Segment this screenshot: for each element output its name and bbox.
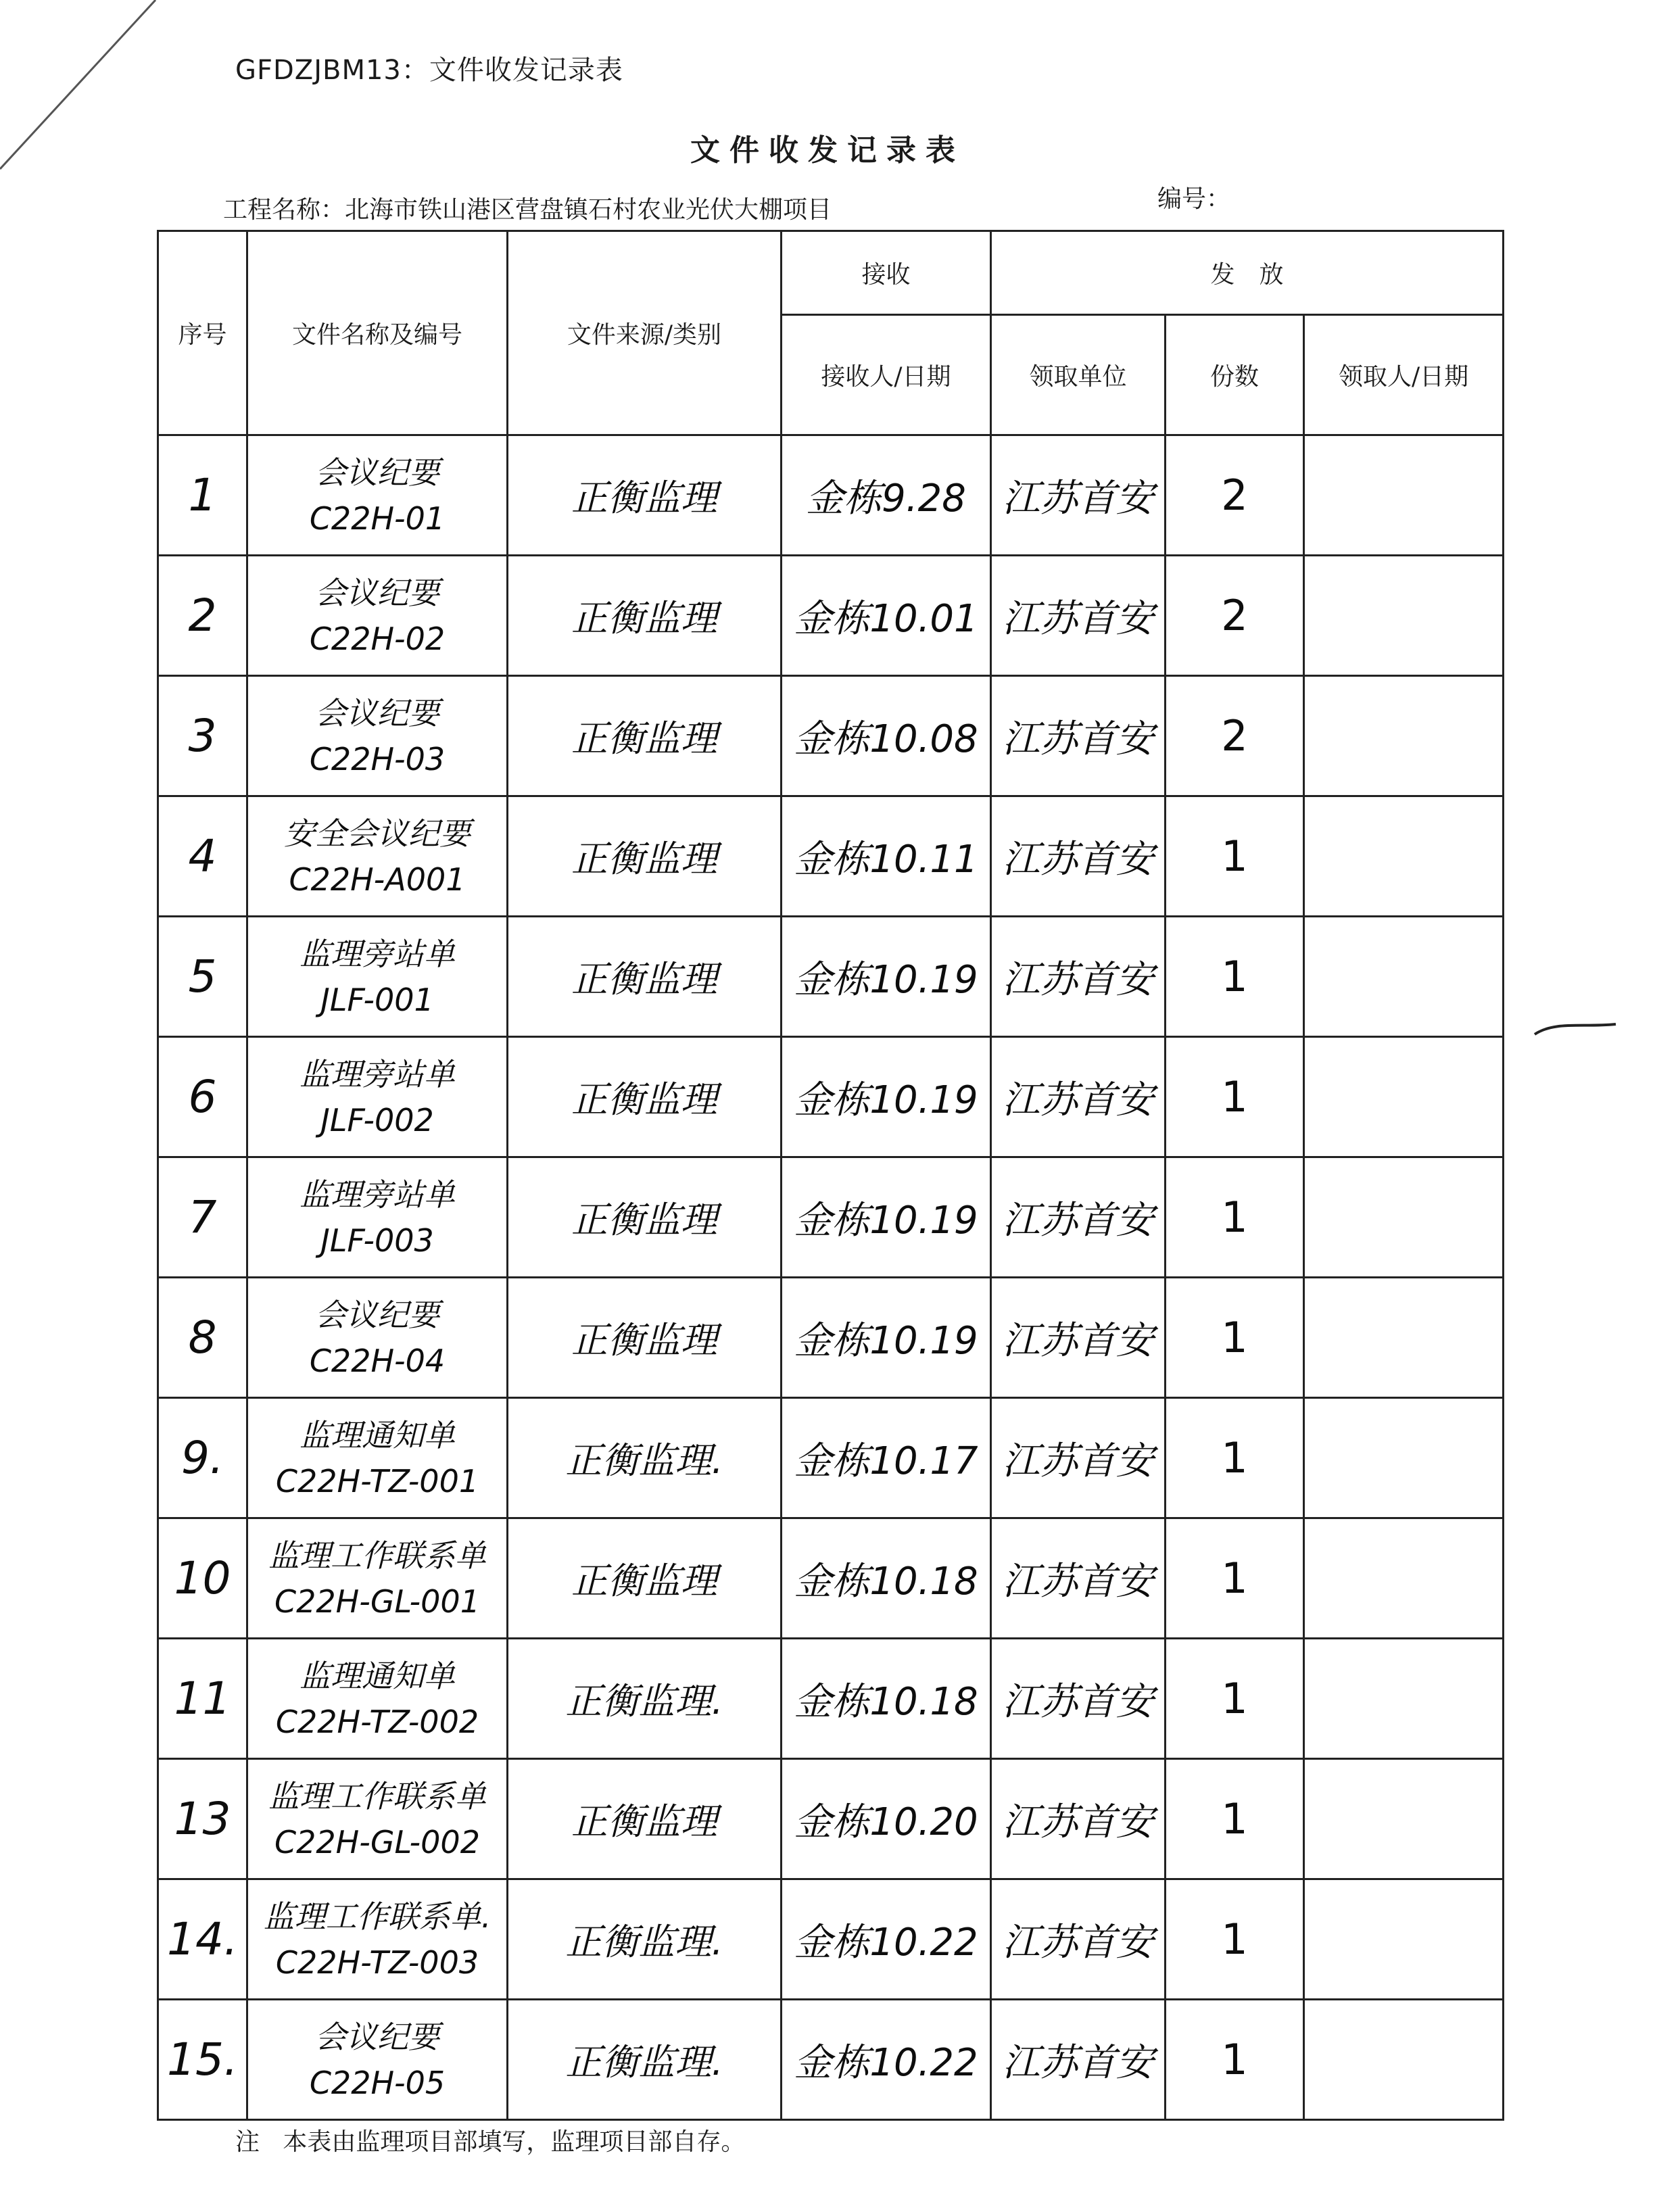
header-unit: 领取单位 — [991, 315, 1166, 435]
row-copies: 2 — [1166, 676, 1304, 796]
row-source: 正衡监理 — [508, 1157, 782, 1278]
row-copies: 2 — [1166, 556, 1304, 676]
table-row — [158, 676, 1504, 796]
row-index: 7 — [158, 1157, 247, 1278]
row-source: 正衡监理 — [508, 1518, 782, 1639]
table-row — [158, 1037, 1504, 1157]
header-index: 序号 — [158, 231, 247, 435]
row-unit: 江苏首安 — [991, 917, 1166, 1037]
table-row — [158, 1759, 1504, 1879]
row-file-name-cell — [247, 1278, 508, 1398]
note-label: 注 — [235, 2128, 260, 2156]
table-body — [158, 435, 1504, 2120]
row-file-code: C22H-04 — [309, 1342, 446, 1379]
row-file-code: C22H-GL-001 — [274, 1583, 480, 1620]
row-file-name-cell — [247, 556, 508, 676]
table-row — [158, 1398, 1504, 1518]
row-source: 正衡监理 — [508, 1278, 782, 1398]
row-collector-date — [1304, 796, 1504, 917]
header-receive: 接收 — [782, 231, 991, 315]
row-unit: 江苏首安 — [991, 676, 1166, 796]
row-source: 正衡监理 — [508, 796, 782, 917]
row-unit: 江苏首安 — [991, 2000, 1166, 2120]
row-unit: 江苏首安 — [991, 1518, 1166, 1639]
row-file-name-cell — [247, 1037, 508, 1157]
row-source: 正衡监理. — [508, 2000, 782, 2120]
row-source: 正衡监理. — [508, 1879, 782, 2000]
row-collector-date — [1304, 435, 1504, 556]
header-receiver-date: 接收人/日期 — [782, 315, 991, 435]
row-file-code: JLF-001 — [320, 981, 434, 1018]
row-copies: 1 — [1166, 1759, 1304, 1879]
row-index: 8 — [158, 1278, 247, 1398]
row-file-name-cell — [247, 2000, 508, 2120]
header-issue: 发 放 — [991, 231, 1504, 315]
row-collector-date — [1304, 1278, 1504, 1398]
header-collector-date: 领取人/日期 — [1304, 315, 1504, 435]
row-file-code: C22H-01 — [309, 500, 446, 537]
note-text: 本表由监理项目部填写，监理项目部自存。 — [283, 2128, 746, 2156]
row-receiver-date: 金栋10.20 — [782, 1759, 991, 1879]
document-number-label: 编号： — [1157, 185, 1231, 213]
row-file-code: C22H-GL-002 — [274, 1823, 480, 1860]
row-index: 10 — [158, 1518, 247, 1639]
row-receiver-date: 金栋10.18 — [782, 1518, 991, 1639]
row-copies: 1 — [1166, 1157, 1304, 1278]
row-file-name: 监理旁站单 — [299, 935, 455, 972]
row-file-code: C22H-02 — [309, 620, 446, 657]
row-unit: 江苏首安 — [991, 1278, 1166, 1398]
row-file-name-cell — [247, 1759, 508, 1879]
row-copies: 1 — [1166, 1639, 1304, 1759]
document-code: GFDZJBM13：文件收发记录表 — [235, 55, 623, 86]
row-source: 正衡监理 — [508, 435, 782, 556]
table-row — [158, 1639, 1504, 1759]
row-file-name-cell — [247, 1157, 508, 1278]
row-index: 15. — [158, 2000, 247, 2120]
row-file-code: C22H-05 — [309, 2064, 446, 2101]
row-copies: 2 — [1166, 435, 1304, 556]
row-unit: 江苏首安 — [991, 1157, 1166, 1278]
table-row — [158, 1518, 1504, 1639]
row-unit: 江苏首安 — [991, 1879, 1166, 2000]
row-receiver-date: 金栋10.19 — [782, 917, 991, 1037]
row-collector-date — [1304, 556, 1504, 676]
row-index: 14. — [158, 1879, 247, 2000]
row-file-code: C22H-TZ-003 — [275, 1944, 479, 1981]
row-receiver-date: 金栋10.18 — [782, 1639, 991, 1759]
row-file-code: JLF-002 — [320, 1101, 434, 1138]
table-row — [158, 1157, 1504, 1278]
row-index: 6 — [158, 1037, 247, 1157]
row-receiver-date: 金栋10.19 — [782, 1278, 991, 1398]
row-file-name: 安全会议纪要 — [284, 815, 471, 852]
row-file-name-cell — [247, 1879, 508, 2000]
row-index: 13 — [158, 1759, 247, 1879]
row-file-name-cell — [247, 1518, 508, 1639]
row-file-name: 监理旁站单 — [299, 1176, 455, 1213]
row-file-name: 会议纪要 — [315, 694, 439, 731]
row-index: 1 — [158, 435, 247, 556]
row-file-name-cell — [247, 435, 508, 556]
row-unit: 江苏首安 — [991, 1398, 1166, 1518]
row-receiver-date: 金栋10.17 — [782, 1398, 991, 1518]
row-copies: 1 — [1166, 1518, 1304, 1639]
row-copies: 1 — [1166, 1037, 1304, 1157]
row-collector-date — [1304, 1639, 1504, 1759]
row-unit: 江苏首安 — [991, 556, 1166, 676]
row-collector-date — [1304, 1518, 1504, 1639]
row-receiver-date: 金栋10.19 — [782, 1157, 991, 1278]
row-source: 正衡监理 — [508, 1759, 782, 1879]
row-receiver-date: 金栋10.22 — [782, 2000, 991, 2120]
row-unit: 江苏首安 — [991, 796, 1166, 917]
header-copies: 份数 — [1166, 315, 1304, 435]
row-file-name: 会议纪要 — [315, 454, 439, 491]
row-copies: 1 — [1166, 1398, 1304, 1518]
row-file-name: 监理旁站单 — [299, 1055, 455, 1092]
row-receiver-date: 金栋10.01 — [782, 556, 991, 676]
row-collector-date — [1304, 917, 1504, 1037]
header-source: 文件来源/类别 — [508, 231, 782, 435]
page-title: 文件收发记录表 — [690, 133, 965, 168]
row-source: 正衡监理. — [508, 1639, 782, 1759]
row-copies: 1 — [1166, 2000, 1304, 2120]
table-row — [158, 917, 1504, 1037]
row-file-name-cell — [247, 1639, 508, 1759]
row-index: 5 — [158, 917, 247, 1037]
row-collector-date — [1304, 1759, 1504, 1879]
row-index: 2 — [158, 556, 247, 676]
row-file-name: 监理工作联系单 — [268, 1777, 486, 1814]
row-source: 正衡监理 — [508, 1037, 782, 1157]
row-unit: 江苏首安 — [991, 1639, 1166, 1759]
document-log-table — [157, 230, 1504, 2121]
table-row — [158, 1879, 1504, 2000]
row-file-name: 会议纪要 — [315, 1296, 439, 1333]
row-collector-date — [1304, 1037, 1504, 1157]
row-collector-date — [1304, 1879, 1504, 2000]
row-file-name-cell — [247, 676, 508, 796]
row-copies: 1 — [1166, 1879, 1304, 2000]
row-file-name: 会议纪要 — [315, 2018, 439, 2055]
row-file-code: JLF-003 — [320, 1222, 434, 1259]
table-row — [158, 556, 1504, 676]
row-receiver-date: 金栋9.28 — [782, 435, 991, 556]
row-file-name: 监理通知单 — [299, 1657, 455, 1694]
row-file-name-cell — [247, 1398, 508, 1518]
row-receiver-date: 金栋10.08 — [782, 676, 991, 796]
row-file-name-cell — [247, 917, 508, 1037]
table-row — [158, 1278, 1504, 1398]
row-copies: 1 — [1166, 1278, 1304, 1398]
row-unit: 江苏首安 — [991, 1759, 1166, 1879]
row-source: 正衡监理. — [508, 1398, 782, 1518]
table-row — [158, 796, 1504, 917]
project-name: 工程名称：北海市铁山港区营盘镇石村农业光伏大棚项目 — [223, 196, 832, 224]
row-file-name: 监理工作联系单 — [268, 1537, 486, 1574]
row-file-name: 监理工作联系单. — [263, 1898, 491, 1935]
row-file-code: C22H-03 — [309, 740, 446, 777]
row-index: 3 — [158, 676, 247, 796]
header-file-name: 文件名称及编号 — [247, 231, 508, 435]
row-collector-date — [1304, 1157, 1504, 1278]
table-row — [158, 435, 1504, 556]
row-file-name-cell — [247, 796, 508, 917]
row-collector-date — [1304, 2000, 1504, 2120]
row-source: 正衡监理 — [508, 676, 782, 796]
row-copies: 1 — [1166, 917, 1304, 1037]
row-index: 4 — [158, 796, 247, 917]
footer-note — [235, 2123, 745, 2157]
row-index: 9. — [158, 1398, 247, 1518]
row-receiver-date: 金栋10.19 — [782, 1037, 991, 1157]
row-receiver-date: 金栋10.11 — [782, 796, 991, 917]
row-source: 正衡监理 — [508, 556, 782, 676]
row-collector-date — [1304, 676, 1504, 796]
row-unit: 江苏首安 — [991, 1037, 1166, 1157]
row-file-name: 会议纪要 — [315, 574, 439, 611]
row-file-code: C22H-A001 — [289, 861, 466, 898]
row-file-code: C22H-TZ-001 — [275, 1462, 479, 1499]
row-unit: 江苏首安 — [991, 435, 1166, 556]
table-row — [158, 2000, 1504, 2120]
row-copies: 1 — [1166, 796, 1304, 917]
row-source: 正衡监理 — [508, 917, 782, 1037]
row-index: 11 — [158, 1639, 247, 1759]
row-file-name: 监理通知单 — [299, 1416, 455, 1453]
row-receiver-date: 金栋10.22 — [782, 1879, 991, 2000]
row-collector-date — [1304, 1398, 1504, 1518]
row-file-code: C22H-TZ-002 — [275, 1703, 479, 1740]
